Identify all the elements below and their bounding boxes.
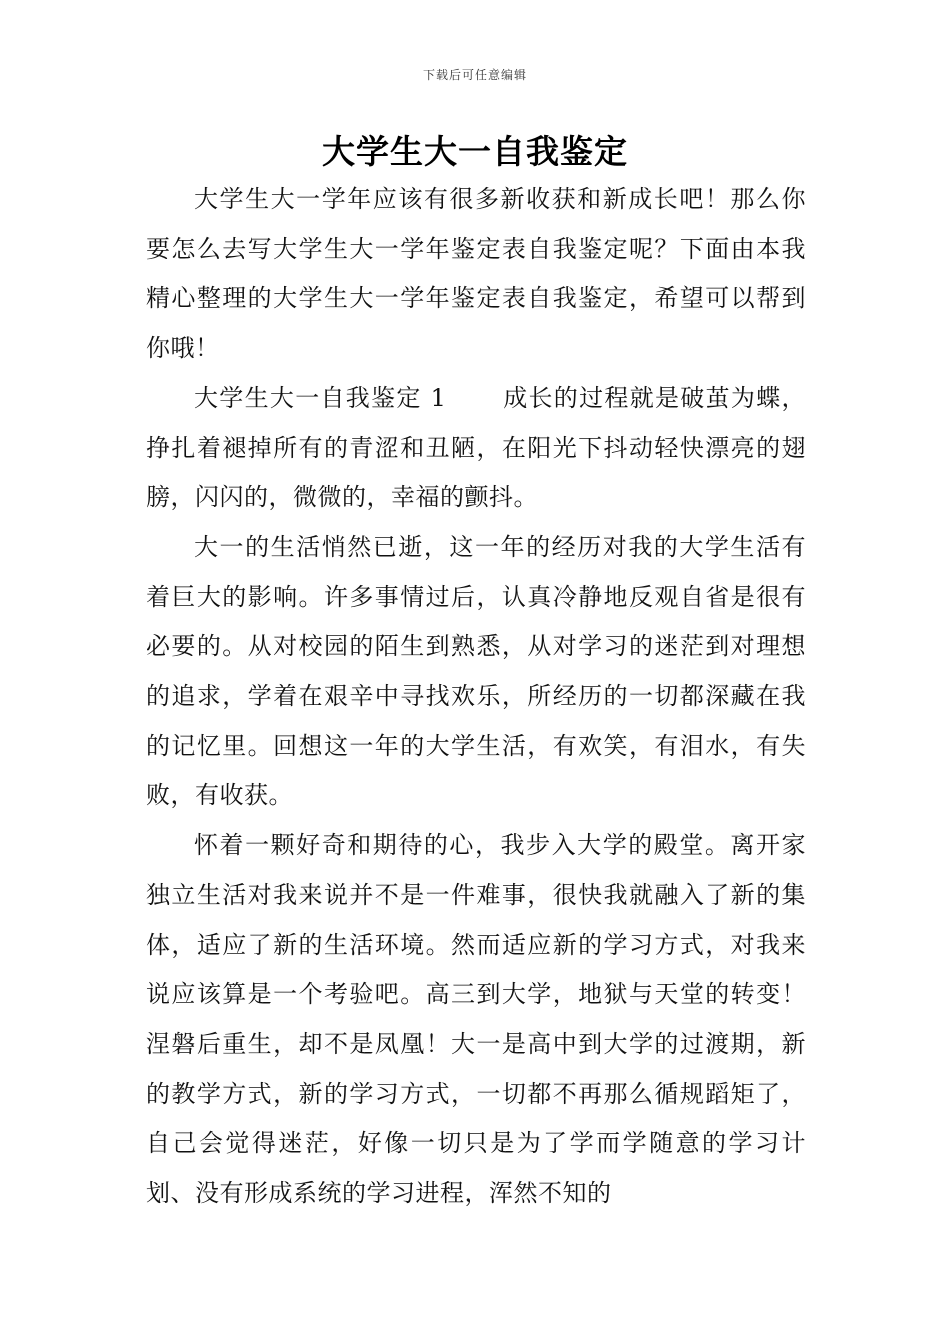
document-body (146, 175, 806, 1219)
document-title: 大学生大一自我鉴定 (322, 132, 628, 171)
section-paragraph (146, 374, 806, 523)
intro-paragraph: 大学生大一学年应该有很多新收获和新成长吧！那么你要怎么去写大学生大一学年鉴定表自我鉴定呢？下面由本我精心整理的大学生大一学年鉴定表自我鉴定，希望可以帮到你哦！ (146, 185, 806, 363)
section-lead-text: 成长的过程就是破茧为蝶，挣扎着褪掉所有的青涩和丑陋，在阳光下抖动轻快漂亮的翅膀，闪闪的，微微的，幸福的颤抖。 (146, 383, 807, 512)
body-paragraph-2: 大一的生活悄然已逝，这一年的经历对我的大学生活有着巨大的影响。许多事情过后，认真冷静地反观自省是很有必要的。从对校园的陌生到熟悉，从对学习的迷茫到对理想的追求，学着在艰辛中寻找欢乐，所经历的一切都深藏在我的记忆里。回想这一年的大学生活，有欢笑，有泪水，有失败，有收获。 (146, 532, 806, 810)
header-note: 下载后可任意编辑 (422, 68, 527, 82)
section-heading: 大学生大一自我鉴定 1 (194, 383, 447, 412)
body-paragraph-3: 怀着一颗好奇和期待的心，我步入大学的殿堂。离开家独立生活对我来说并不是一件难事，很快我就融入了新的集体，适应了新的生活环境。然而适应新的学习方式，对我来说应该算是一个考验吧。高三到大学，地狱与天堂的转变！涅磐后重生，却不是凤凰！大一是高中到大学的过渡期，新的教学方式，新的学习方式，一切都不再那么循规蹈矩了，自己会觉得迷茫，好像一切只是为了学而学随意的学习计划、没有形成系统的学习进程，浑然不知的 (146, 831, 806, 1208)
